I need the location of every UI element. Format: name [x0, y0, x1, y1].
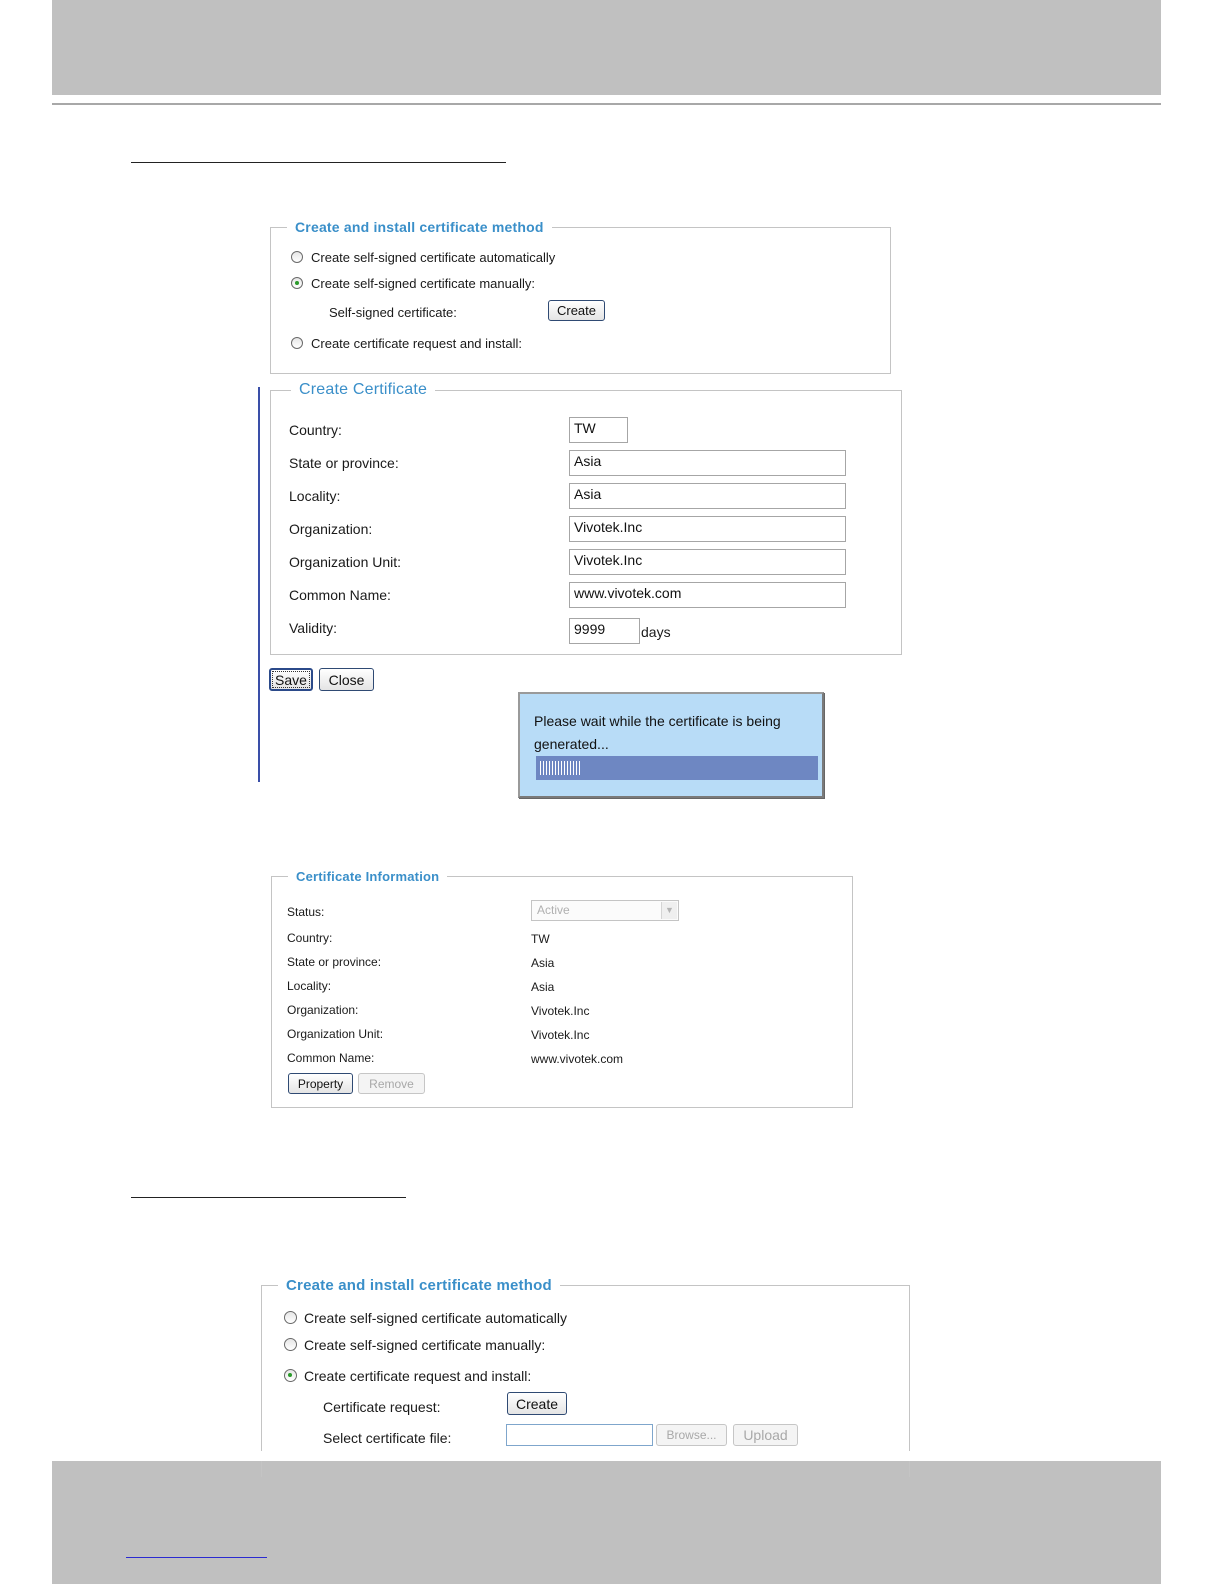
locality-input[interactable]: Asia: [569, 483, 846, 509]
select-certificate-file-label: Select certificate file:: [323, 1430, 452, 1446]
info-organization-unit-value: Vivotek.Inc: [531, 1028, 590, 1042]
section-heading-underline-2: [131, 1197, 406, 1198]
info-common-name-label: Common Name:: [287, 1051, 375, 1065]
country-label: Country:: [289, 422, 342, 438]
property-button[interactable]: Property: [288, 1073, 353, 1094]
state-label: State or province:: [289, 455, 399, 471]
method-panel-1-legend: Create and install certificate method: [295, 219, 544, 235]
info-organization-label: Organization:: [287, 1003, 359, 1017]
status-value: Active: [537, 903, 570, 917]
organization-unit-input[interactable]: Vivotek.Inc: [569, 549, 846, 575]
certificate-file-input[interactable]: [506, 1424, 653, 1446]
common-name-input[interactable]: www.vivotek.com: [569, 582, 846, 608]
info-country-label: Country:: [287, 931, 333, 945]
validity-input[interactable]: 9999: [569, 618, 640, 644]
chevron-down-icon: ▼: [661, 902, 677, 919]
radio-manual-self-signed-2[interactable]: [284, 1338, 297, 1351]
option-label-request-2: Create certificate request and install:: [304, 1368, 532, 1384]
radio-cert-request-2[interactable]: [284, 1369, 297, 1382]
certificate-request-label: Certificate request:: [323, 1399, 441, 1415]
locality-label: Locality:: [289, 488, 341, 504]
country-input[interactable]: TW: [569, 417, 628, 443]
radio-manual-self-signed[interactable]: [291, 277, 303, 289]
upload-button[interactable]: Upload: [733, 1424, 798, 1446]
option-label-auto: Create self-signed certificate automatically: [311, 250, 556, 265]
remove-button[interactable]: Remove: [358, 1073, 425, 1094]
self-signed-certificate-label: Self-signed certificate:: [329, 305, 457, 320]
panel-crop-edge: [250, 1451, 930, 1461]
method-panel-2-legend: Create and install certificate method: [286, 1277, 552, 1294]
organization-unit-label: Organization Unit:: [289, 554, 402, 570]
info-locality-label: Locality:: [287, 979, 332, 993]
create-certificate-legend: Create Certificate: [299, 381, 428, 398]
wait-popup: [518, 692, 824, 798]
create-self-signed-button[interactable]: Create: [548, 300, 605, 321]
validity-unit: days: [641, 624, 671, 640]
option-label-request: Create certificate request and install:: [311, 336, 522, 351]
page-header-band: [52, 0, 1161, 95]
dialog-left-edge: [258, 387, 260, 782]
option-label-auto-2: Create self-signed certificate automatically: [304, 1310, 568, 1326]
page-footer-band: [52, 1461, 1161, 1584]
info-state-value: Asia: [531, 956, 555, 970]
section-heading-underline: [131, 162, 506, 163]
validity-label: Validity:: [289, 620, 337, 636]
common-name-label: Common Name:: [289, 587, 391, 603]
status-select[interactable]: [531, 900, 679, 921]
radio-auto-self-signed[interactable]: [291, 251, 303, 263]
option-label-manual-2: Create self-signed certificate manually:: [304, 1337, 546, 1353]
certificate-info-legend: Certificate Information: [296, 869, 440, 884]
organization-input[interactable]: Vivotek.Inc: [569, 516, 846, 542]
info-organization-unit-label: Organization Unit:: [287, 1027, 384, 1041]
close-button[interactable]: Close: [319, 668, 374, 691]
option-label-manual: Create self-signed certificate manually:: [311, 276, 535, 291]
radio-auto-self-signed-2[interactable]: [284, 1311, 297, 1324]
info-common-name-value: www.vivotek.com: [531, 1052, 624, 1066]
info-organization-value: Vivotek.Inc: [531, 1004, 590, 1018]
wait-message: Please wait while the certificate is being generated...: [534, 713, 781, 752]
progress-fill: [540, 761, 581, 775]
create-request-button[interactable]: Create: [507, 1392, 567, 1415]
radio-cert-request[interactable]: [291, 337, 303, 349]
state-input[interactable]: Asia: [569, 450, 846, 476]
footer-link-underline: [126, 1557, 267, 1558]
header-divider: [52, 103, 1161, 105]
generation-progress-bar: [536, 756, 818, 780]
browse-button[interactable]: Browse...: [656, 1424, 727, 1446]
info-locality-value: Asia: [531, 980, 555, 994]
info-country-value: TW: [531, 932, 550, 946]
info-state-label: State or province:: [287, 955, 382, 969]
status-label: Status:: [287, 905, 325, 919]
organization-label: Organization:: [289, 521, 373, 537]
save-button[interactable]: Save: [269, 668, 313, 691]
